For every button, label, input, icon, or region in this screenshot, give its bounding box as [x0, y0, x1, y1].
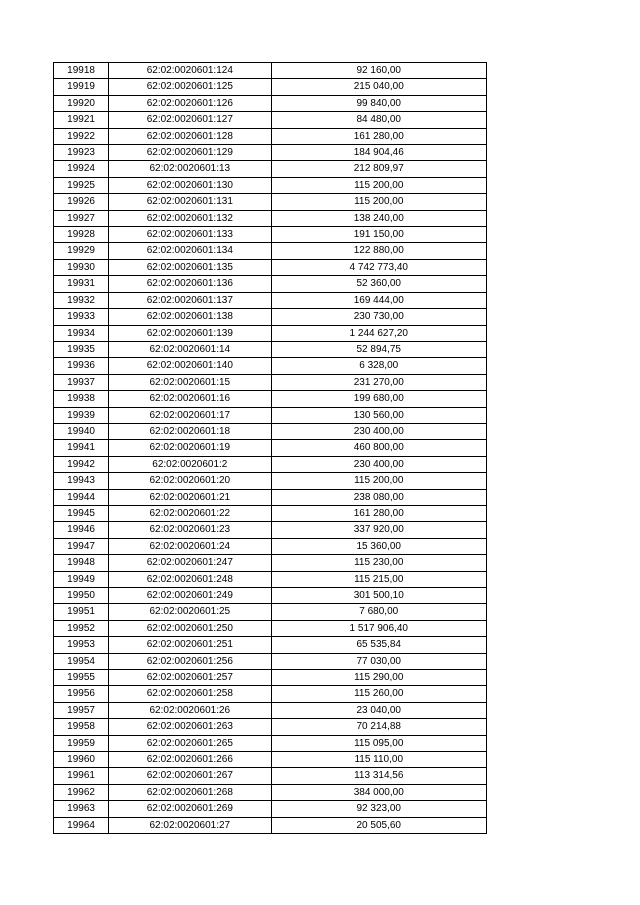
row-number-cell: 19963: [54, 801, 109, 817]
row-number-cell: 19941: [54, 440, 109, 456]
row-number-cell: 19955: [54, 670, 109, 686]
cadastral-value-cell: 169 444,00: [271, 292, 487, 308]
cadastral-value-cell: 4 742 773,40: [271, 259, 487, 275]
cadastral-value-cell: 301 500,10: [271, 588, 487, 604]
cadastral-value-cell: 92 160,00: [271, 63, 487, 79]
cadastral-value-cell: 384 000,00: [271, 784, 487, 800]
cadastral-number-cell: 62:02:0020601:19: [109, 440, 271, 456]
table-row: [54, 538, 487, 554]
row-number-cell: 19924: [54, 161, 109, 177]
cadastral-value-cell: 99 840,00: [271, 95, 487, 111]
cadastral-value-cell: 460 800,00: [271, 440, 487, 456]
cadastral-number-cell: 62:02:0020601:14: [109, 341, 271, 357]
cadastral-value-cell: 6 328,00: [271, 358, 487, 374]
cadastral-number-cell: 62:02:0020601:126: [109, 95, 271, 111]
cadastral-number-cell: 62:02:0020601:23: [109, 522, 271, 538]
cadastral-number-cell: 62:02:0020601:137: [109, 292, 271, 308]
table-row: [54, 210, 487, 226]
row-number-cell: 19918: [54, 63, 109, 79]
cadastral-number-cell: 62:02:0020601:256: [109, 653, 271, 669]
cadastral-value-cell: 230 400,00: [271, 456, 487, 472]
cadastral-value-cell: 161 280,00: [271, 128, 487, 144]
table-row: [54, 522, 487, 538]
cadastral-number-cell: 62:02:0020601:124: [109, 63, 271, 79]
table-row: [54, 653, 487, 669]
row-number-cell: 19942: [54, 456, 109, 472]
table-row: [54, 817, 487, 833]
cadastral-value-cell: 184 904,46: [271, 145, 487, 161]
cadastral-value-cell: 65 535,84: [271, 637, 487, 653]
row-number-cell: 19940: [54, 423, 109, 439]
cadastral-number-cell: 62:02:0020601:128: [109, 128, 271, 144]
table-row: [54, 63, 487, 79]
cadastral-value-cell: 212 809,97: [271, 161, 487, 177]
cadastral-value-cell: 1 517 906,40: [271, 620, 487, 636]
row-number-cell: 19930: [54, 259, 109, 275]
row-number-cell: 19960: [54, 752, 109, 768]
table-row: [54, 145, 487, 161]
cadastral-value-cell: 23 040,00: [271, 702, 487, 718]
row-number-cell: 19948: [54, 555, 109, 571]
row-number-cell: 19926: [54, 194, 109, 210]
cadastral-number-cell: 62:02:0020601:21: [109, 489, 271, 505]
cadastral-value-cell: 231 270,00: [271, 374, 487, 390]
table-row: [54, 341, 487, 357]
cadastral-number-cell: 62:02:0020601:134: [109, 243, 271, 259]
table-row: [54, 456, 487, 472]
cadastral-value-cell: 113 314,56: [271, 768, 487, 784]
table-row: [54, 752, 487, 768]
table-row: [54, 489, 487, 505]
row-number-cell: 19937: [54, 374, 109, 390]
cadastral-number-cell: 62:02:0020601:24: [109, 538, 271, 554]
cadastral-number-cell: 62:02:0020601:22: [109, 505, 271, 521]
cadastral-number-cell: 62:02:0020601:18: [109, 423, 271, 439]
cadastral-value-cell: 215 040,00: [271, 79, 487, 95]
row-number-cell: 19962: [54, 784, 109, 800]
table-row: [54, 391, 487, 407]
cadastral-value-cell: 115 230,00: [271, 555, 487, 571]
row-number-cell: 19964: [54, 817, 109, 833]
cadastral-number-cell: 62:02:0020601:257: [109, 670, 271, 686]
row-number-cell: 19936: [54, 358, 109, 374]
cadastral-number-cell: 62:02:0020601:131: [109, 194, 271, 210]
cadastral-value-cell: 115 260,00: [271, 686, 487, 702]
row-number-cell: 19929: [54, 243, 109, 259]
cadastral-value-cell: 115 200,00: [271, 177, 487, 193]
cadastral-value-cell: 122 880,00: [271, 243, 487, 259]
table-row: [54, 604, 487, 620]
cadastral-number-cell: 62:02:0020601:269: [109, 801, 271, 817]
row-number-cell: 19919: [54, 79, 109, 95]
table-row: [54, 95, 487, 111]
cadastral-value-cell: 191 150,00: [271, 227, 487, 243]
table-row: [54, 358, 487, 374]
cadastral-value-cell: 1 244 627,20: [271, 325, 487, 341]
cadastral-number-cell: 62:02:0020601:139: [109, 325, 271, 341]
table-row: [54, 177, 487, 193]
table-row: [54, 227, 487, 243]
cadastral-number-cell: 62:02:0020601:136: [109, 276, 271, 292]
cadastral-number-cell: 62:02:0020601:125: [109, 79, 271, 95]
table-row: [54, 620, 487, 636]
cadastral-value-cell: 115 215,00: [271, 571, 487, 587]
row-number-cell: 19946: [54, 522, 109, 538]
cadastral-number-cell: 62:02:0020601:251: [109, 637, 271, 653]
cadastral-value-cell: 70 214,88: [271, 719, 487, 735]
cadastral-number-cell: 62:02:0020601:138: [109, 309, 271, 325]
cadastral-value-cell: 230 730,00: [271, 309, 487, 325]
table-row: [54, 374, 487, 390]
cadastral-number-cell: 62:02:0020601:26: [109, 702, 271, 718]
cadastral-number-cell: 62:02:0020601:127: [109, 112, 271, 128]
row-number-cell: 19956: [54, 686, 109, 702]
table-row: [54, 588, 487, 604]
cadastral-value-cell: 130 560,00: [271, 407, 487, 423]
cadastral-number-cell: 62:02:0020601:2: [109, 456, 271, 472]
cadastral-number-cell: 62:02:0020601:249: [109, 588, 271, 604]
table-row: [54, 128, 487, 144]
table-row: [54, 325, 487, 341]
cadastral-value-cell: 115 290,00: [271, 670, 487, 686]
cadastral-number-cell: 62:02:0020601:268: [109, 784, 271, 800]
cadastral-value-cell: 115 110,00: [271, 752, 487, 768]
cadastral-value-cell: 115 200,00: [271, 194, 487, 210]
row-number-cell: 19934: [54, 325, 109, 341]
row-number-cell: 19943: [54, 473, 109, 489]
row-number-cell: 19939: [54, 407, 109, 423]
cadastral-value-cell: 115 095,00: [271, 735, 487, 751]
table-row: [54, 259, 487, 275]
table-row: [54, 637, 487, 653]
row-number-cell: 19951: [54, 604, 109, 620]
row-number-cell: 19928: [54, 227, 109, 243]
table-row: [54, 784, 487, 800]
cadastral-value-cell: 84 480,00: [271, 112, 487, 128]
row-number-cell: 19922: [54, 128, 109, 144]
cadastral-number-cell: 62:02:0020601:27: [109, 817, 271, 833]
row-number-cell: 19925: [54, 177, 109, 193]
cadastral-value-cell: 230 400,00: [271, 423, 487, 439]
cadastral-value-cell: 20 505,60: [271, 817, 487, 833]
cadastral-number-cell: 62:02:0020601:13: [109, 161, 271, 177]
row-number-cell: 19961: [54, 768, 109, 784]
cadastral-number-cell: 62:02:0020601:16: [109, 391, 271, 407]
row-number-cell: 19938: [54, 391, 109, 407]
table-row: [54, 719, 487, 735]
cadastral-number-cell: 62:02:0020601:258: [109, 686, 271, 702]
cadastral-number-cell: 62:02:0020601:263: [109, 719, 271, 735]
cadastral-number-cell: 62:02:0020601:130: [109, 177, 271, 193]
cadastral-value-table: [53, 62, 487, 834]
table-row: [54, 768, 487, 784]
row-number-cell: 19932: [54, 292, 109, 308]
cadastral-number-cell: 62:02:0020601:133: [109, 227, 271, 243]
table-row: [54, 571, 487, 587]
table-row: [54, 670, 487, 686]
cadastral-value-cell: 337 920,00: [271, 522, 487, 538]
row-number-cell: 19933: [54, 309, 109, 325]
row-number-cell: 19954: [54, 653, 109, 669]
table-row: [54, 702, 487, 718]
cadastral-number-cell: 62:02:0020601:265: [109, 735, 271, 751]
cadastral-value-cell: 92 323,00: [271, 801, 487, 817]
table-row: [54, 161, 487, 177]
table-row: [54, 112, 487, 128]
table-row: [54, 292, 487, 308]
row-number-cell: 19931: [54, 276, 109, 292]
row-number-cell: 19958: [54, 719, 109, 735]
cadastral-number-cell: 62:02:0020601:248: [109, 571, 271, 587]
table-row: [54, 407, 487, 423]
table-row: [54, 555, 487, 571]
cadastral-value-cell: 77 030,00: [271, 653, 487, 669]
row-number-cell: 19944: [54, 489, 109, 505]
table-row: [54, 686, 487, 702]
row-number-cell: 19949: [54, 571, 109, 587]
row-number-cell: 19921: [54, 112, 109, 128]
cadastral-number-cell: 62:02:0020601:250: [109, 620, 271, 636]
cadastral-number-cell: 62:02:0020601:15: [109, 374, 271, 390]
row-number-cell: 19957: [54, 702, 109, 718]
table-row: [54, 79, 487, 95]
table-row: [54, 243, 487, 259]
cadastral-number-cell: 62:02:0020601:247: [109, 555, 271, 571]
row-number-cell: 19952: [54, 620, 109, 636]
cadastral-value-cell: 52 360,00: [271, 276, 487, 292]
row-number-cell: 19945: [54, 505, 109, 521]
table-row: [54, 735, 487, 751]
cadastral-value-cell: 199 680,00: [271, 391, 487, 407]
table-row: [54, 801, 487, 817]
cadastral-value-cell: 115 200,00: [271, 473, 487, 489]
row-number-cell: 19953: [54, 637, 109, 653]
cadastral-number-cell: 62:02:0020601:20: [109, 473, 271, 489]
row-number-cell: 19947: [54, 538, 109, 554]
cadastral-number-cell: 62:02:0020601:132: [109, 210, 271, 226]
row-number-cell: 19923: [54, 145, 109, 161]
row-number-cell: 19920: [54, 95, 109, 111]
cadastral-number-cell: 62:02:0020601:129: [109, 145, 271, 161]
cadastral-value-cell: 238 080,00: [271, 489, 487, 505]
table-row: [54, 473, 487, 489]
cadastral-number-cell: 62:02:0020601:25: [109, 604, 271, 620]
cadastral-value-cell: 15 360,00: [271, 538, 487, 554]
cadastral-number-cell: 62:02:0020601:267: [109, 768, 271, 784]
table-row: [54, 309, 487, 325]
table-row: [54, 440, 487, 456]
row-number-cell: 19935: [54, 341, 109, 357]
table-row: [54, 276, 487, 292]
table-body: [54, 63, 487, 834]
row-number-cell: 19950: [54, 588, 109, 604]
table-row: [54, 505, 487, 521]
cadastral-value-cell: 7 680,00: [271, 604, 487, 620]
cadastral-value-cell: 138 240,00: [271, 210, 487, 226]
row-number-cell: 19959: [54, 735, 109, 751]
cadastral-number-cell: 62:02:0020601:17: [109, 407, 271, 423]
cadastral-number-cell: 62:02:0020601:140: [109, 358, 271, 374]
cadastral-number-cell: 62:02:0020601:135: [109, 259, 271, 275]
table-row: [54, 194, 487, 210]
cadastral-value-cell: 161 280,00: [271, 505, 487, 521]
cadastral-value-cell: 52 894,75: [271, 341, 487, 357]
row-number-cell: 19927: [54, 210, 109, 226]
table-row: [54, 423, 487, 439]
cadastral-number-cell: 62:02:0020601:266: [109, 752, 271, 768]
